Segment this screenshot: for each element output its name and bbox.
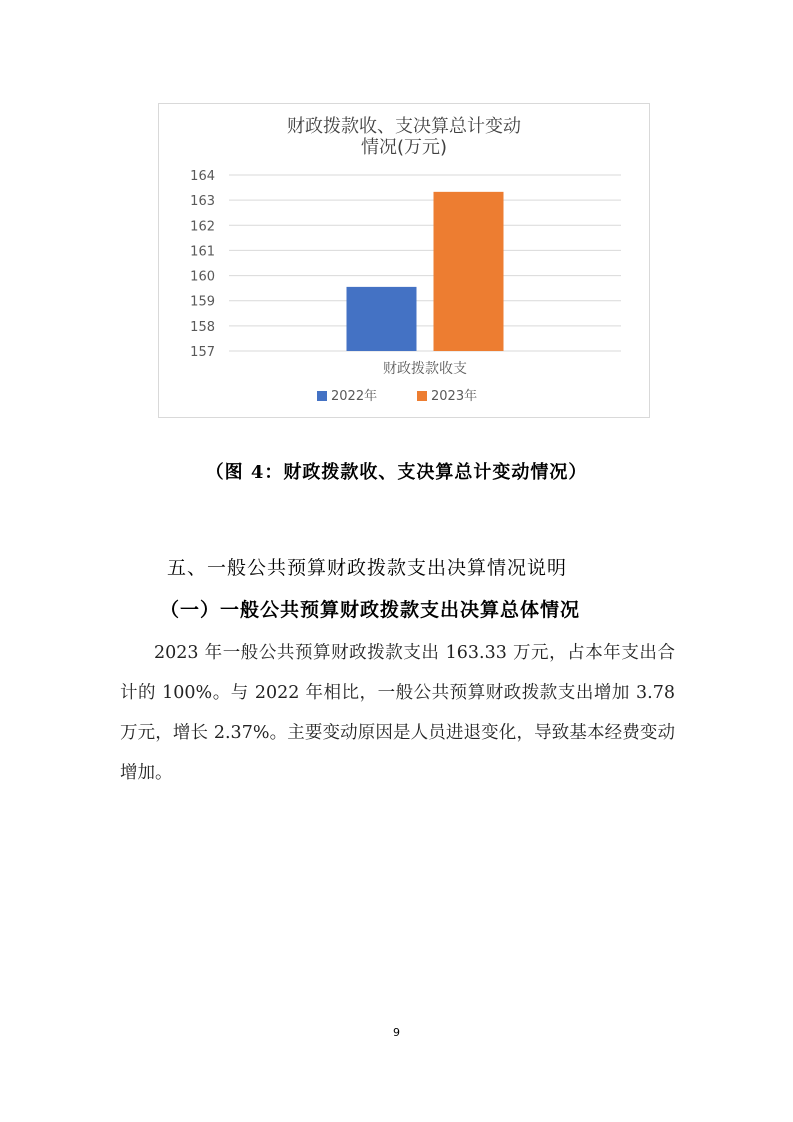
y-tick-label: 162 bbox=[190, 219, 215, 235]
figure-caption: （图 4：财政拨款收、支决算总计变动情况） bbox=[205, 462, 588, 483]
y-tick-label: 158 bbox=[190, 319, 215, 335]
bar-2023年 bbox=[434, 192, 504, 351]
section-title: 五、一般公共预算财政拨款支出决算情况说明 bbox=[167, 557, 568, 579]
legend-swatch bbox=[417, 391, 427, 401]
budget-change-chart bbox=[158, 103, 650, 418]
y-tick-label: 161 bbox=[190, 244, 215, 260]
legend-label: 2023年 bbox=[431, 389, 478, 404]
y-tick-label: 159 bbox=[190, 294, 215, 310]
y-tick-label: 163 bbox=[190, 194, 215, 210]
y-tick-label: 164 bbox=[190, 169, 215, 184]
x-category-label: 财政拨款收支 bbox=[383, 361, 467, 377]
y-tick-label: 157 bbox=[190, 345, 215, 360]
chart-plot bbox=[159, 104, 651, 419]
page-number: 9 bbox=[393, 1026, 400, 1039]
subsection-title: （一）一般公共预算财政拨款支出决算总体情况 bbox=[160, 599, 581, 621]
chart-title-line-1: 财政拨款收、支决算总计变动 bbox=[287, 116, 521, 137]
body-paragraph: 2023 年一般公共预算财政拨款支出 163.33 万元，占本年支出合计的 100%。与 2022 年相比，一般公共预算财政拨款支出增加 3.78 万元，增长 2.37%。主要变动原因是人员进退变化，导致基本经费变动增加。 bbox=[120, 643, 675, 783]
legend-label: 2022年 bbox=[331, 389, 378, 404]
chart-title-line-2: 情况(万元) bbox=[360, 137, 448, 158]
y-tick-label: 160 bbox=[190, 269, 215, 285]
legend-swatch bbox=[317, 391, 327, 401]
bar-2022年 bbox=[347, 287, 417, 351]
